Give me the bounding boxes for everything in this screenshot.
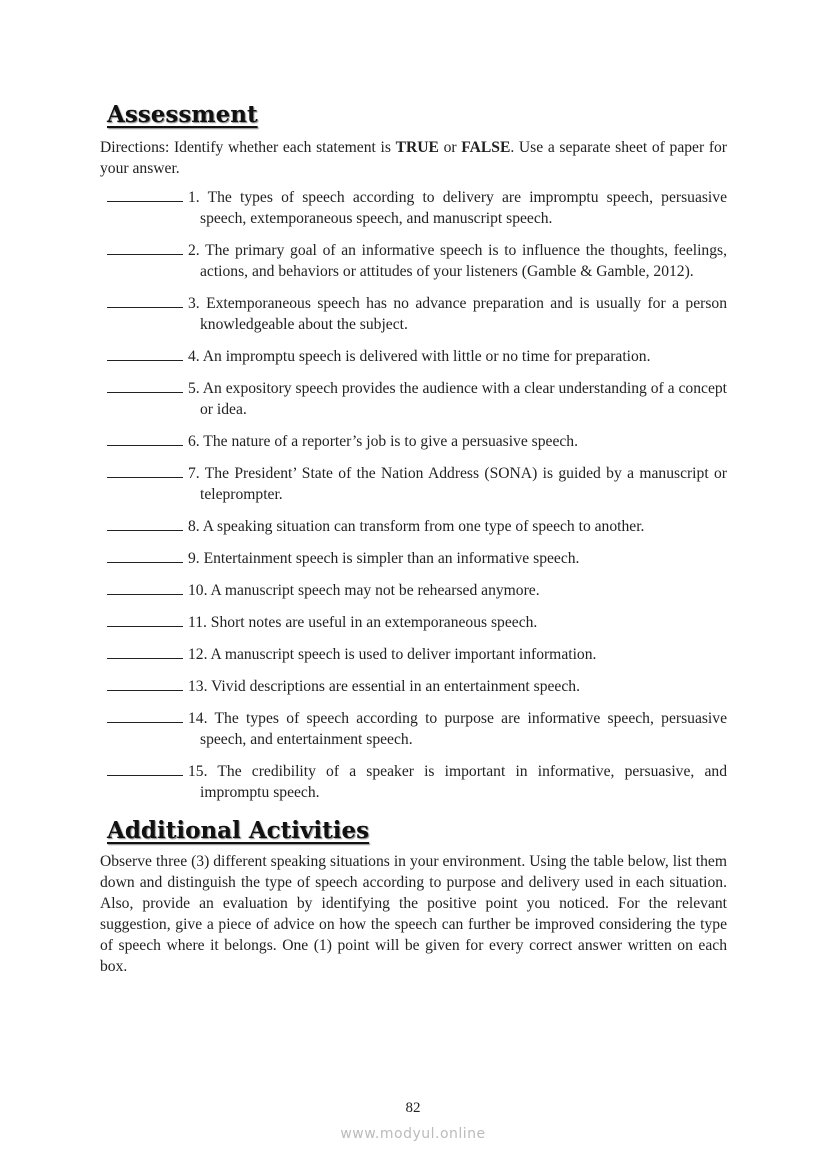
assessment-item [188, 378, 727, 420]
page-number: 82 [405, 1100, 421, 1116]
assessment-item [188, 676, 727, 697]
item-text: 15. The credibility of a speaker is important in informative, persuasive, and impromptu speech. [188, 763, 727, 801]
assessment-item [188, 431, 727, 452]
assessment-item [188, 187, 727, 229]
answer-blank[interactable] [107, 644, 183, 659]
directions [100, 137, 727, 179]
item-text: 8. A speaking situation can transform from one type of speech to another. [188, 518, 645, 535]
watermark: www.modyul.online [340, 1126, 486, 1142]
answer-blank[interactable] [107, 676, 183, 691]
answer-blank[interactable] [107, 516, 183, 531]
answer-blank[interactable] [107, 761, 183, 776]
item-text: 6. The nature of a reporter’s job is to give a persuasive speech. [188, 433, 579, 450]
answer-blank[interactable] [107, 580, 183, 595]
item-text: 7. The President’ State of the Nation Address (SONA) is guided by a manuscript or teleprompter. [188, 465, 727, 503]
additional-activities-text: Observe three (3) different speaking situations in your environment. Using the table below, list them down and distinguish the type of speech according to purpose and delivery used in each situation. Also, provide an evaluation by identifying the positive point you noticed. For the relevant suggestion, give a piece of advice on how the speech can further be improved considering the type of speech where it belongs. One (1) point will be given for every correct answer written on each box. [100, 853, 727, 975]
item-text: 9. Entertainment speech is simpler than an informative speech. [188, 550, 580, 567]
assessment-items [100, 187, 727, 803]
false-word: FALSE [461, 139, 511, 156]
assessment-heading: Assessment [107, 101, 258, 128]
answer-blank[interactable] [107, 378, 183, 393]
assessment-item [188, 463, 727, 505]
true-word: TRUE [395, 139, 439, 156]
item-text: 13. Vivid descriptions are essential in an entertainment speech. [188, 678, 580, 695]
additional-activities-heading: Additional Activities [107, 817, 370, 844]
assessment-item [188, 548, 727, 569]
answer-blank[interactable] [107, 240, 183, 255]
item-text: 11. Short notes are useful in an extemporaneous speech. [188, 614, 538, 631]
item-text: 4. An impromptu speech is delivered with little or no time for preparation. [188, 348, 651, 365]
item-text: 2. The primary goal of an informative speech is to influence the thoughts, feelings, actions, and behaviors or attitudes of your listeners (Gamble & Gamble, 2012). [188, 242, 727, 280]
answer-blank[interactable] [107, 463, 183, 478]
or-word: or [438, 139, 462, 156]
answer-blank[interactable] [107, 612, 183, 627]
answer-blank[interactable] [107, 293, 183, 308]
item-text: 3. Extemporaneous speech has no advance preparation and is usually for a person knowledgeable about the subject. [188, 295, 727, 333]
assessment-item [188, 293, 727, 335]
assessment-item [188, 516, 727, 537]
answer-blank[interactable] [107, 187, 183, 202]
item-text: 14. The types of speech according to purpose are informative speech, persuasive speech, and entertainment speech. [188, 710, 727, 748]
assessment-item [188, 612, 727, 633]
directions-text-end: . Use a separate sheet of paper for your answer. [100, 139, 728, 177]
assessment-item [188, 761, 727, 803]
item-text: 10. A manuscript speech may not be rehearsed anymore. [188, 582, 540, 599]
assessment-item [188, 580, 727, 601]
assessment-item [188, 240, 727, 282]
directions-text: Directions: Identify whether each statement is [100, 139, 396, 156]
answer-blank[interactable] [107, 548, 183, 563]
assessment-item [188, 346, 727, 367]
item-text: 5. An expository speech provides the audience with a clear understanding of a concept or idea. [188, 380, 727, 418]
answer-blank[interactable] [107, 346, 183, 361]
assessment-item [188, 708, 727, 750]
assessment-item [188, 644, 727, 665]
item-text: 12. A manuscript speech is used to deliver important information. [188, 646, 597, 663]
page-content [100, 98, 727, 977]
answer-blank[interactable] [107, 431, 183, 446]
answer-blank[interactable] [107, 708, 183, 723]
item-text: 1. The types of speech according to delivery are impromptu speech, persuasive speech, extemporaneous speech, and manuscript speech. [188, 189, 727, 227]
